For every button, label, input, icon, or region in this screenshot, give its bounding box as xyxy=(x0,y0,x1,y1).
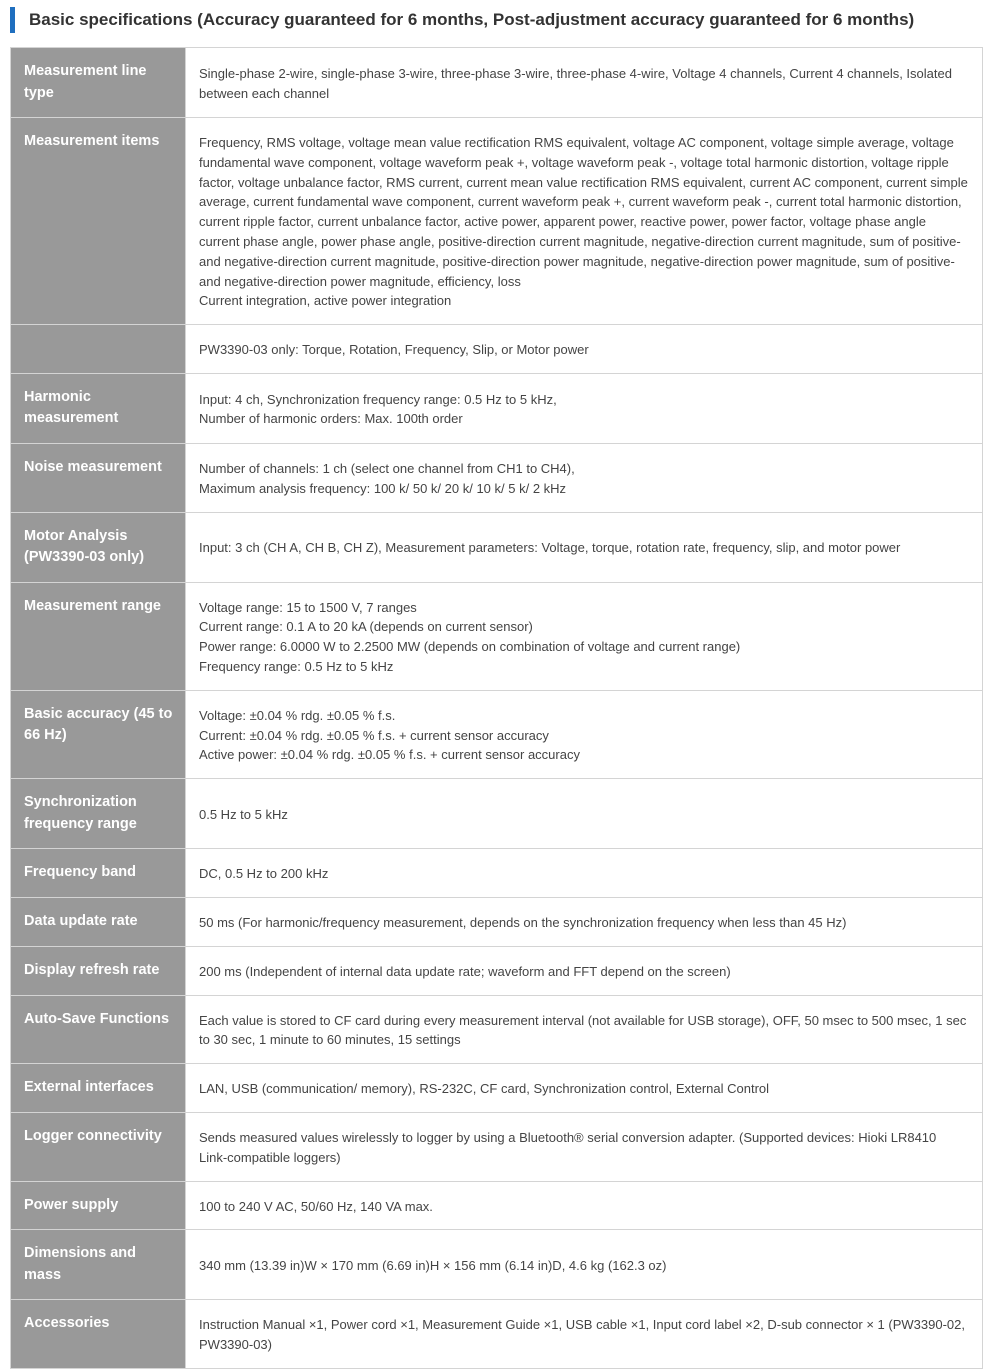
spec-value-line: Input: 3 ch (CH A, CH B, CH Z), Measurement parameters: Voltage, torque, rotation rate, frequency, slip, and motor power xyxy=(199,540,901,556)
spec-value xyxy=(186,373,983,443)
spec-label: Noise measurement xyxy=(11,443,186,512)
spec-value xyxy=(186,1181,983,1230)
spec-value-line: Each value is stored to CF card during every measurement interval (not available for USB storage), OFF, 50 msec to 500 msec, 1 sec to 30 sec, 1 minute to 60 minutes, 15 settings xyxy=(199,1012,967,1048)
spec-label xyxy=(11,325,186,374)
spec-value-line: 340 mm (13.39 in)W × 170 mm (6.69 in)H × 156 mm (6.14 in)D, 4.6 kg (162.3 oz) xyxy=(199,1257,667,1273)
spec-label: Dimensions and mass xyxy=(11,1230,186,1300)
spec-value-line: Input: 4 ch, Synchronization frequency range: 0.5 Hz to 5 kHz, xyxy=(199,391,557,407)
spec-value-line: Instruction Manual ×1, Power cord ×1, Measurement Guide ×1, USB cable ×1, Input cord label ×2, D-sub connector × 1 (PW3390-02, PW3390-03) xyxy=(199,1317,965,1353)
spec-label: Basic accuracy (45 to 66 Hz) xyxy=(11,690,186,778)
spec-value xyxy=(186,1230,983,1300)
spec-row xyxy=(11,1112,983,1181)
spec-value xyxy=(186,849,983,898)
spec-value xyxy=(186,897,983,946)
spec-row xyxy=(11,118,983,325)
spec-row xyxy=(11,690,983,778)
spec-label: External interfaces xyxy=(11,1064,186,1113)
spec-row xyxy=(11,373,983,443)
spec-value-line: Active power: ±0.04 % rdg. ±0.05 % f.s. + current sensor accuracy xyxy=(199,747,580,763)
spec-value xyxy=(186,690,983,778)
spec-value-line: Current integration, active power integration xyxy=(199,293,452,309)
spec-value xyxy=(186,1112,983,1181)
spec-label: Measurement line type xyxy=(11,48,186,118)
spec-value xyxy=(186,995,983,1064)
spec-value-line: Maximum analysis frequency: 100 k/ 50 k/ 20 k/ 10 k/ 5 k/ 2 kHz xyxy=(199,480,567,496)
spec-value-line: 0.5 Hz to 5 kHz xyxy=(199,806,288,822)
spec-table-body xyxy=(11,48,983,1369)
spec-label: Measurement range xyxy=(11,582,186,690)
spec-label: Harmonic measurement xyxy=(11,373,186,443)
spec-row xyxy=(11,512,983,582)
spec-label: Display refresh rate xyxy=(11,946,186,995)
spec-value-line: Current: ±0.04 % rdg. ±0.05 % f.s. + current sensor accuracy xyxy=(199,727,549,743)
spec-value xyxy=(186,582,983,690)
spec-row xyxy=(11,443,983,512)
spec-value-line: Voltage range: 15 to 1500 V, 7 ranges xyxy=(199,599,417,615)
spec-value xyxy=(186,48,983,118)
spec-row xyxy=(11,946,983,995)
spec-row xyxy=(11,849,983,898)
spec-value-line: Single-phase 2-wire, single-phase 3-wire, three-phase 3-wire, three-phase 4-wire, Voltage 4 channels, Current 4 channels, Isolated between each channel xyxy=(199,65,952,101)
spec-value-line: Current range: 0.1 A to 20 kA (depends on current sensor) xyxy=(199,619,533,635)
spec-value-line: Sends measured values wirelessly to logger by using a Bluetooth® serial conversion adapter. (Supported devices: Hioki LR8410 Link-compatible loggers) xyxy=(199,1129,937,1165)
spec-row xyxy=(11,1300,983,1369)
spec-label: Measurement items xyxy=(11,118,186,325)
spec-value xyxy=(186,946,983,995)
spec-row xyxy=(11,897,983,946)
spec-row xyxy=(11,1064,983,1113)
spec-row xyxy=(11,325,983,374)
spec-value xyxy=(186,1064,983,1113)
spec-value xyxy=(186,512,983,582)
spec-value xyxy=(186,325,983,374)
spec-value xyxy=(186,779,983,849)
spec-row xyxy=(11,995,983,1064)
spec-value xyxy=(186,118,983,325)
spec-row xyxy=(11,1181,983,1230)
spec-row xyxy=(11,1230,983,1300)
spec-label: Auto-Save Functions xyxy=(11,995,186,1064)
spec-label: Frequency band xyxy=(11,849,186,898)
spec-value-line: Frequency range: 0.5 Hz to 5 kHz xyxy=(199,658,394,674)
spec-value-line: PW3390-03 only: Torque, Rotation, Frequency, Slip, or Motor power xyxy=(199,342,589,358)
spec-label: Accessories xyxy=(11,1300,186,1369)
spec-table xyxy=(10,47,983,1369)
spec-label: Logger connectivity xyxy=(11,1112,186,1181)
spec-value-line: Number of channels: 1 ch (select one channel from CH1 to CH4), xyxy=(199,460,575,476)
spec-label: Synchronization frequency range xyxy=(11,779,186,849)
section-heading: Basic specifications (Accuracy guaranteed for 6 months, Post-adjustment accuracy guaranteed for 6 months) xyxy=(10,7,914,33)
spec-row xyxy=(11,779,983,849)
spec-value-line: 100 to 240 V AC, 50/60 Hz, 140 VA max. xyxy=(199,1198,433,1214)
spec-value-line: 200 ms (Independent of internal data update rate; waveform and FFT depend on the screen) xyxy=(199,963,731,979)
spec-value-line: LAN, USB (communication/ memory), RS-232C, CF card, Synchronization control, External Control xyxy=(199,1081,770,1097)
spec-value-line: Power range: 6.0000 W to 2.2500 MW (depends on combination of voltage and current range) xyxy=(199,639,741,655)
spec-row xyxy=(11,48,983,118)
spec-value-line: Frequency, RMS voltage, voltage mean value rectification RMS equivalent, voltage AC component, voltage simple average, voltage fundamental wave component, voltage waveform peak +, voltage waveform peak -, voltage total harmonic distortion, voltage ripple factor, voltage unbalance factor, RMS current, current mean value rectification RMS equivalent, current AC component, current simple average, current fundamental wave component, current waveform peak +, current waveform peak -, current total harmonic distortion, current ripple factor, current unbalance factor, active power, apparent power, reactive power, power factor, voltage phase angle current phase angle, power phase angle, positive-direction current magnitude, negative-direction current magnitude, sum of positive- and negative-direction current magnitude, positive-direction power magnitude, negative-direction power magnitude, sum of positive- and negative-direction power magnitude, efficiency, loss xyxy=(199,135,968,289)
spec-label: Motor Analysis (PW3390-03 only) xyxy=(11,512,186,582)
spec-row xyxy=(11,582,983,690)
spec-value xyxy=(186,1300,983,1369)
spec-value-line: Voltage: ±0.04 % rdg. ±0.05 % f.s. xyxy=(199,707,396,723)
spec-label: Power supply xyxy=(11,1181,186,1230)
spec-value-line: DC, 0.5 Hz to 200 kHz xyxy=(199,866,329,882)
spec-label: Data update rate xyxy=(11,897,186,946)
spec-value-line: Number of harmonic orders: Max. 100th order xyxy=(199,411,463,427)
spec-value xyxy=(186,443,983,512)
spec-value-line: 50 ms (For harmonic/frequency measurement, depends on the synchronization frequency when less than 45 Hz) xyxy=(199,914,847,930)
